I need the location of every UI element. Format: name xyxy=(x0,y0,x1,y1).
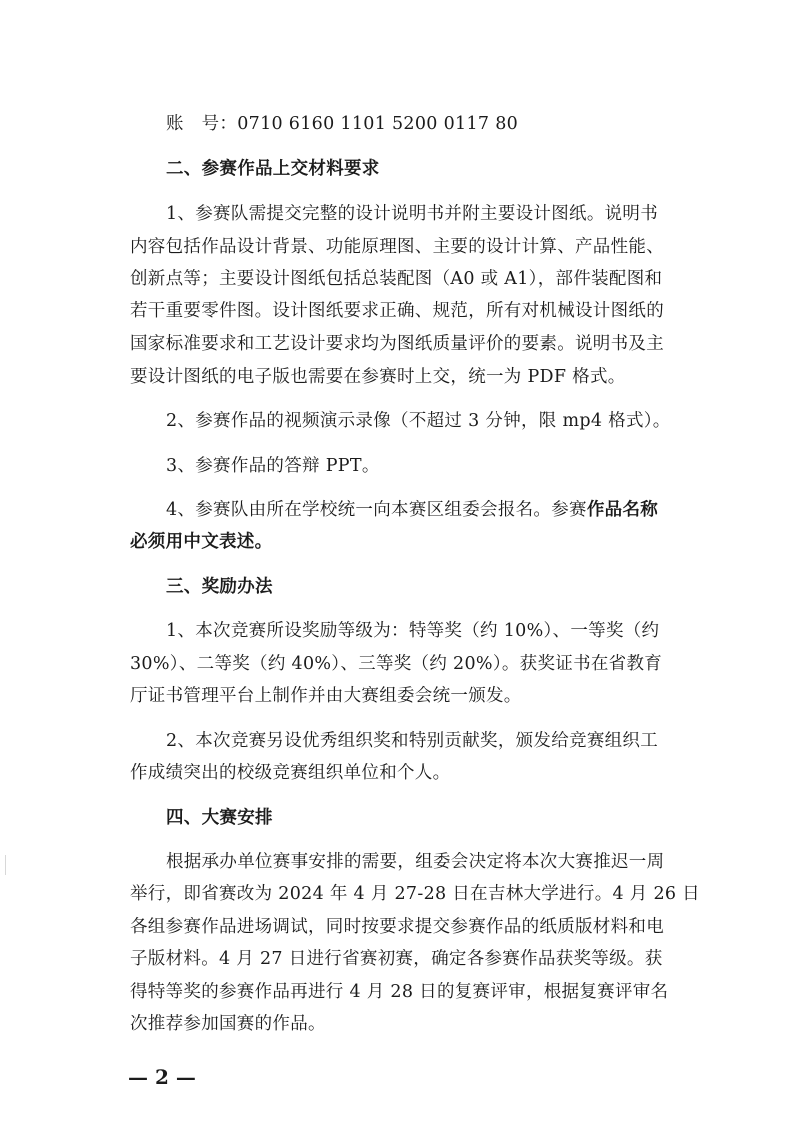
s2-item4-text: 4、参赛队由所在学校统一向本赛区组委会报名。参赛 xyxy=(166,500,587,520)
s3-item1-line-1: 1、本次竞赛所设奖励等级为：特等奖（约 10%）、一等奖（约 xyxy=(166,621,660,641)
s2-item4-bold-text: 作品名称 xyxy=(586,500,659,520)
account-line: 账 号：0710 6160 1101 5200 0117 80 xyxy=(166,114,519,134)
s4-body-line-4: 子版材料。4 月 27 日进行省赛初赛，确定各参赛作品获奖等级。获 xyxy=(130,949,663,969)
s3-item1-line-2: 30%）、二等奖（约 40%）、三等奖（约 20%）。获奖证书在省教育 xyxy=(130,654,663,674)
scan-edge-mark xyxy=(5,855,6,875)
s2-item1-line-6: 要设计图纸的电子版也需要在参赛时上交，统一为 PDF 格式。 xyxy=(130,367,626,387)
s4-body-line-6: 次推荐参加国赛的作品。 xyxy=(130,1014,326,1034)
s2-item1-line-2: 内容包括作品设计背景、功能原理图、主要的设计计算、产品性能、 xyxy=(130,237,664,257)
s2-item1-line-4: 若干重要零件图。设计图纸要求正确、规范，所有对机械设计图纸的 xyxy=(130,301,664,321)
s3-item2-line-1: 2、本次竞赛另设优秀组织奖和特别贡献奖，颁发给竞赛组织工 xyxy=(166,731,659,751)
s2-item2: 2、参赛作品的视频演示录像（不超过 3 分钟，限 mp4 格式）。 xyxy=(166,411,671,431)
s4-body-line-5: 得特等奖的参赛作品再进行 4 月 28 日的复赛评审，根据复赛评审名 xyxy=(130,982,669,1002)
page-number: — 2 — xyxy=(128,1065,196,1089)
s4-body-line-1: 根据承办单位赛事安排的需要，组委会决定将本次大赛推迟一周 xyxy=(166,852,665,872)
section-heading-3: 三、奖励办法 xyxy=(166,577,273,597)
section-heading-4: 四、大赛安排 xyxy=(166,808,273,828)
s2-item4-line-1 xyxy=(166,499,658,521)
s2-item3: 3、参赛作品的答辩 PPT。 xyxy=(166,456,380,476)
s2-item1-line-1: 1、参赛队需提交完整的设计说明书并附主要设计图纸。说明书 xyxy=(166,204,659,224)
s2-item1-line-3: 创新点等；主要设计图纸包括总装配图（A0 或 A1），部件装配图和 xyxy=(130,269,663,289)
s3-item1-line-3: 厅证书管理平台上制作并由大赛组委会统一颁发。 xyxy=(130,686,522,706)
s3-item2-line-2: 作成绩突出的校级竞赛组织单位和个人。 xyxy=(130,763,451,783)
s4-body-line-3: 各组参赛作品进场调试，同时按要求提交参赛作品的纸质版材料和电 xyxy=(130,917,664,937)
section-heading-2: 二、参赛作品上交材料要求 xyxy=(166,159,380,179)
s2-item1-line-5: 国家标准要求和工艺设计要求均为图纸质量评价的要素。说明书及主 xyxy=(130,334,664,354)
s4-body-line-2: 举行，即省赛改为 2024 年 4 月 27-28 日在吉林大学进行。4 月 26 日 xyxy=(130,884,700,904)
s2-item4-line-2: 必须用中文表述。 xyxy=(130,532,273,552)
